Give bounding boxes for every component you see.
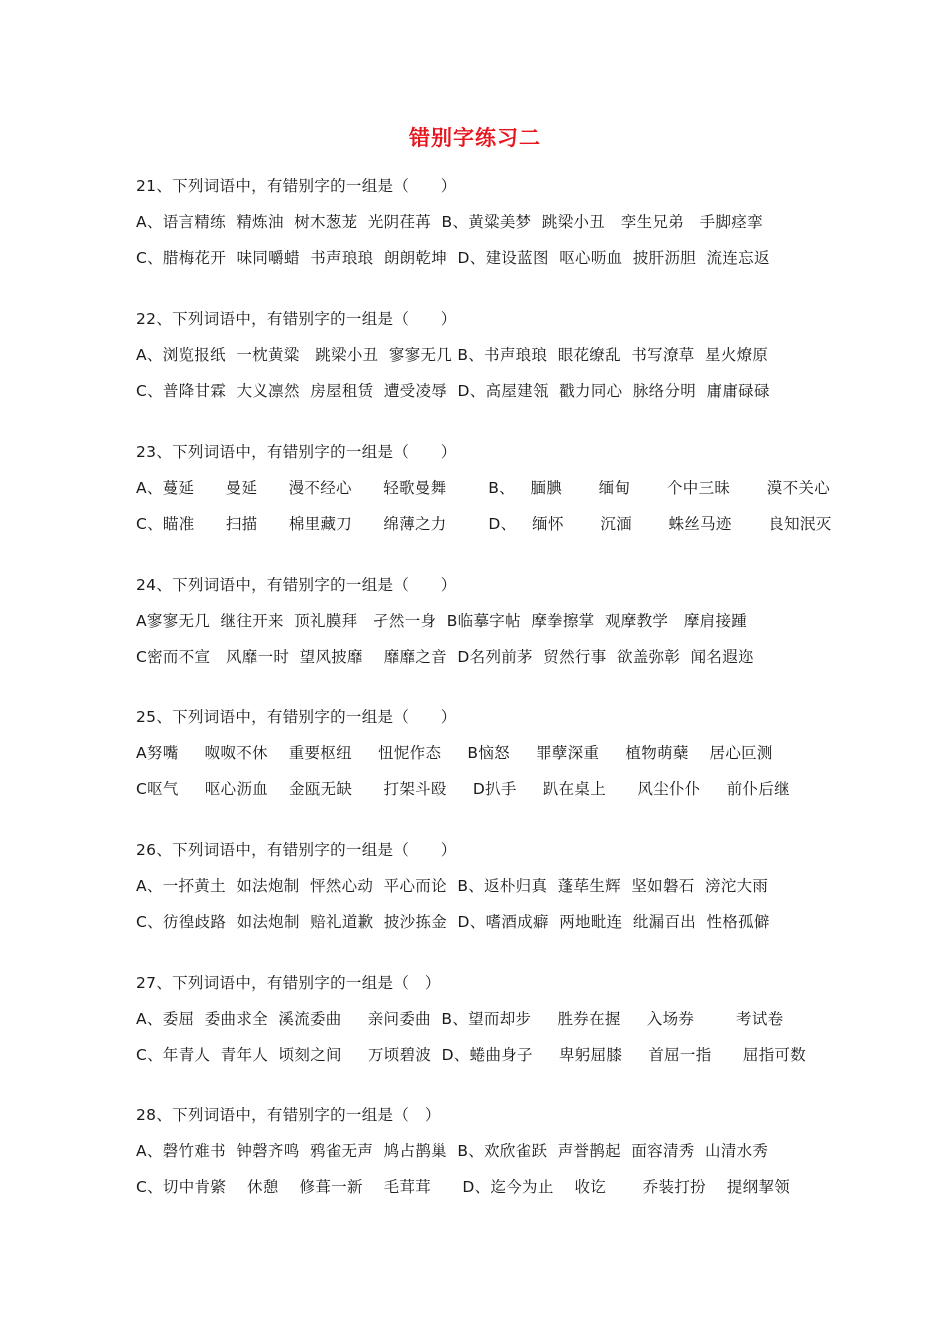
question-stem: 25、下列词语中，有错别字的一组是（ ） (136, 708, 457, 726)
options-line-ab: A、磬竹难书 钟磬齐鸣 鸦雀无声 鸠占鹊巢 B、欢欣雀跃 声誉鹊起 面容清秀 山清水秀 (136, 1142, 769, 1160)
question-28 (136, 1105, 816, 1197)
document-title: 错别字练习二 (409, 126, 541, 150)
options-line-ab: A、委屈 委曲求全 溪流委曲 亲问委曲 B、望而却步 胜券在握 入场券 考试卷 (136, 1010, 784, 1028)
options-line-ab: A、浏览报纸 一枕黄粱 跳梁小丑 寥寥无几 B、书声琅琅 眼花缭乱 书写潦草 星火燎原 (136, 346, 769, 364)
options-line-cd: C、切中肯綮 休憩 修葺一新 毛茸茸 D、迄今为止 收讫 乔装打扮 提纲挈领 (136, 1178, 791, 1196)
question-stem: 27、下列词语中，有错别字的一组是（ ） (136, 974, 441, 992)
question-24 (136, 575, 816, 667)
options-line-cd: C呕气 呕心沥血 金瓯无缺 打架斗殴 D扒手 趴在桌上 风尘仆仆 前仆后继 (136, 780, 790, 798)
options-line-ab: A、语言精练 精炼油 树木葱茏 光阴荏苒 B、黄粱美梦 跳梁小丑 孪生兄弟 手脚痉挛 (136, 213, 763, 231)
question-23 (136, 442, 832, 534)
options-line-cd: C、瞄准 扫描 棉里藏刀 绵薄之力 D、 缅怀 沉湎 蛛丝马迹 良知泯灭 (136, 515, 832, 533)
question-stem: 28、下列词语中，有错别字的一组是（ ） (136, 1106, 441, 1124)
options-line-ab: A、一抔黄土 如法炮制 怦然心动 平心而论 B、返朴归真 蓬荜生辉 坚如磐石 滂沱大雨 (136, 877, 769, 895)
options-line-ab: A努嘴 呶呶不休 重要枢纽 忸怩作态 B恼怒 罪孽深重 植物萌蘖 居心叵测 (136, 744, 773, 762)
options-line-ab: A、蔓延 曼延 漫不经心 轻歌曼舞 B、 腼腆 缅甸 个中三昧 漠不关心 (136, 479, 830, 497)
question-21 (136, 176, 816, 268)
options-line-cd: C、彷徨歧路 如法炮制 赔礼道歉 披沙拣金 D、嗜酒成癖 两地毗连 纰漏百出 性格孤僻 (136, 913, 770, 931)
options-line-cd: C密而不宣 风靡一时 望风披靡 靡靡之音 D名列前茅 贸然行事 欲盖弥彰 闻名遐迩 (136, 648, 754, 666)
question-22 (136, 309, 816, 401)
question-stem: 26、下列词语中，有错别字的一组是（ ） (136, 841, 457, 859)
options-line-cd: C、普降甘霖 大义凛然 房屋租赁 遭受凌辱 D、高屋建瓴 戳力同心 脉络分明 庸庸碌碌 (136, 382, 770, 400)
question-stem: 22、下列词语中，有错别字的一组是（ ） (136, 310, 457, 328)
question-stem: 21、下列词语中，有错别字的一组是（ ） (136, 177, 457, 195)
options-line-cd: C、腊梅花开 味同嚼蜡 书声琅琅 朗朗乾坤 D、建设蓝图 呕心呖血 披肝沥胆 流连忘返 (136, 249, 770, 267)
question-stem: 23、下列词语中，有错别字的一组是（ ） (136, 443, 457, 461)
question-27 (136, 973, 816, 1065)
question-25 (136, 707, 816, 799)
question-26 (136, 840, 816, 932)
options-line-ab: A寥寥无几 继往开来 顶礼膜拜 孑然一身 B临摹字帖 摩拳擦掌 观摩教学 摩肩接踵 (136, 612, 748, 630)
options-line-cd: C、年青人 青年人 顷刻之间 万顷碧波 D、蜷曲身子 卑躬屈膝 首屈一指 屈指可数 (136, 1046, 807, 1064)
question-stem: 24、下列词语中，有错别字的一组是（ ） (136, 576, 457, 594)
